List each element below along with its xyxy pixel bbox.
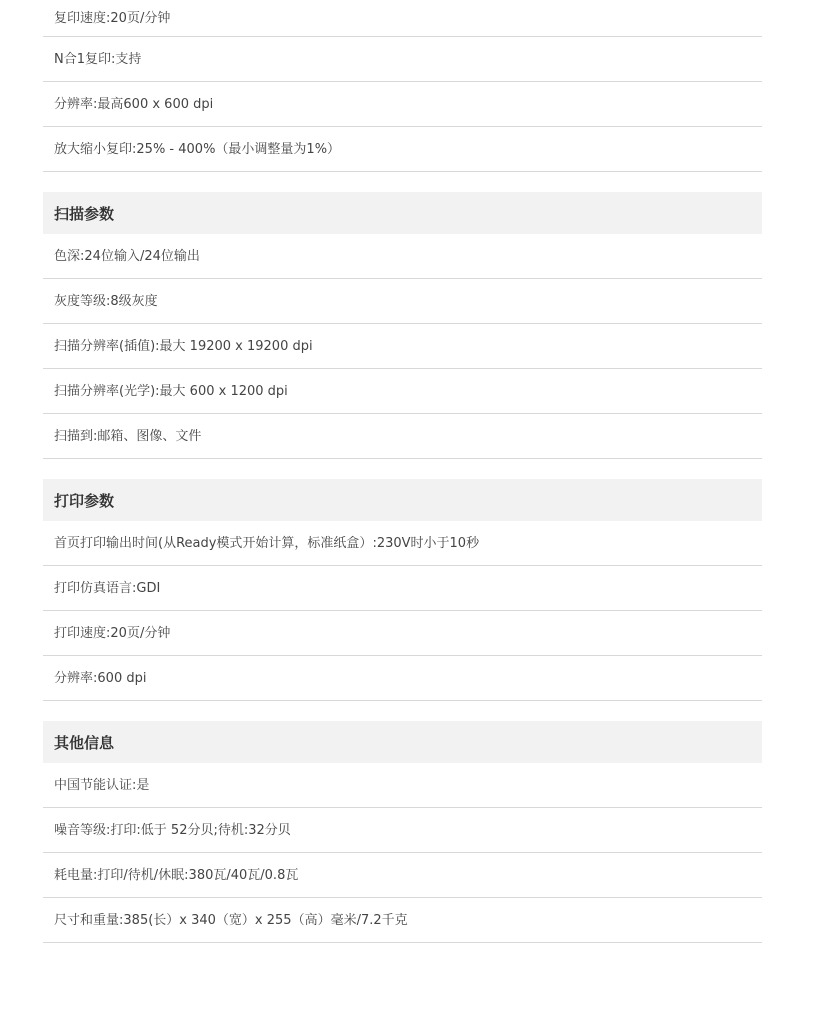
spec-value: GDI bbox=[136, 580, 161, 596]
spec-row bbox=[43, 611, 762, 656]
spec-label: 扫描分辨率(光学) bbox=[54, 383, 156, 399]
spec-separator: : bbox=[106, 625, 111, 641]
spec-row bbox=[43, 656, 762, 701]
spec-row bbox=[43, 324, 762, 369]
spec-label: 复印速度 bbox=[54, 10, 107, 26]
spec-value: 600 dpi bbox=[97, 670, 147, 686]
spec-separator: : bbox=[93, 867, 98, 883]
spec-value: 385(长）x 340（宽）x 255（高）毫米/7.2千克 bbox=[123, 912, 408, 928]
section-title-print: 打印参数 bbox=[43, 479, 762, 521]
spec-separator: : bbox=[155, 383, 160, 399]
spec-label: 扫描到 bbox=[54, 428, 94, 444]
spec-value: 最大 19200 x 19200 dpi bbox=[159, 338, 313, 354]
spec-label: 扫描分辨率(插值) bbox=[54, 338, 156, 354]
spec-row bbox=[43, 0, 762, 37]
spec-row bbox=[43, 37, 762, 82]
spec-label: 分辨率 bbox=[54, 96, 94, 112]
spec-separator: : bbox=[93, 428, 98, 444]
spec-value: 打印:低于 52分贝;待机:32分贝 bbox=[110, 822, 291, 838]
spec-separator: : bbox=[93, 96, 98, 112]
spec-label: 色深 bbox=[54, 248, 81, 264]
spec-separator: : bbox=[132, 580, 137, 596]
section-title-other: 其他信息 bbox=[43, 721, 762, 763]
spec-separator: : bbox=[372, 535, 377, 551]
spec-value: 支持 bbox=[115, 51, 142, 67]
spec-row bbox=[43, 279, 762, 324]
spec-row bbox=[43, 898, 762, 943]
spec-value: 20页/分钟 bbox=[110, 10, 171, 26]
spec-value: 是 bbox=[136, 777, 150, 793]
spec-label: 分辨率 bbox=[54, 670, 94, 686]
spec-separator: : bbox=[106, 10, 111, 26]
spec-row bbox=[43, 521, 762, 566]
spec-row bbox=[43, 808, 762, 853]
spec-label: 中国节能认证 bbox=[54, 777, 133, 793]
spec-row bbox=[43, 763, 762, 808]
spec-value: 最大 600 x 1200 dpi bbox=[159, 383, 288, 399]
spec-separator: : bbox=[132, 141, 137, 157]
spec-label: 打印速度 bbox=[54, 625, 107, 641]
spec-row bbox=[43, 82, 762, 127]
spec-row bbox=[43, 566, 762, 611]
spec-label: N合1复印 bbox=[54, 51, 111, 67]
spec-label: 首页打印输出时间(从Ready模式开始计算，标准纸盒） bbox=[54, 535, 373, 551]
section-title-scan: 扫描参数 bbox=[43, 192, 762, 234]
spec-value: 邮箱、图像、文件 bbox=[97, 428, 202, 444]
spec-label: 放大缩小复印 bbox=[54, 141, 133, 157]
spec-separator: : bbox=[119, 912, 124, 928]
spec-label: 打印仿真语言 bbox=[54, 580, 133, 596]
spec-label: 耗电量 bbox=[54, 867, 94, 883]
spec-separator: : bbox=[80, 248, 85, 264]
spec-row bbox=[43, 127, 762, 172]
spec-value: 25% - 400%（最小调整量为1%） bbox=[136, 141, 341, 157]
spec-list bbox=[43, 0, 762, 943]
spec-row bbox=[43, 369, 762, 414]
spec-value: 24位输入/24位输出 bbox=[84, 248, 200, 264]
spec-label: 噪音等级 bbox=[54, 822, 107, 838]
spec-value: 230V时小于10秒 bbox=[376, 535, 480, 551]
spec-row bbox=[43, 853, 762, 898]
spec-label: 灰度等级 bbox=[54, 293, 107, 309]
spec-separator: : bbox=[106, 293, 111, 309]
spec-label: 尺寸和重量 bbox=[54, 912, 120, 928]
spec-value: 打印/待机/休眠:380瓦/40瓦/0.8瓦 bbox=[97, 867, 299, 883]
spec-row bbox=[43, 414, 762, 459]
spec-separator: : bbox=[155, 338, 160, 354]
spec-separator: : bbox=[111, 51, 116, 67]
spec-separator: : bbox=[106, 822, 111, 838]
spec-separator: : bbox=[132, 777, 137, 793]
spec-value: 20页/分钟 bbox=[110, 625, 171, 641]
spec-row bbox=[43, 234, 762, 279]
spec-value: 最高600 x 600 dpi bbox=[97, 96, 214, 112]
spec-separator: : bbox=[93, 670, 98, 686]
spec-value: 8级灰度 bbox=[110, 293, 158, 309]
